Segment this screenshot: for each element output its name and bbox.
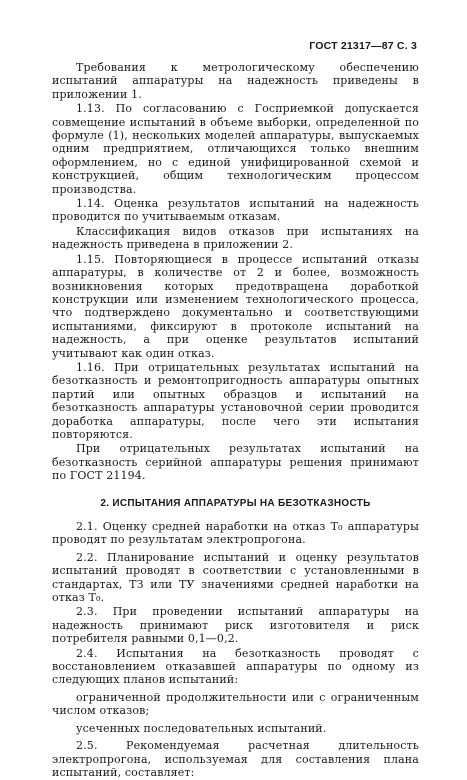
section-heading: 2. ИСПЫТАНИЯ АППАРАТУРЫ НА БЕЗОТКАЗНОСТЬ (100, 497, 371, 509)
paragraph-failure-classification: Классификация видов отказов при испытаниях на надежность приведена в приложении 2. (52, 224, 419, 252)
page-header: ГОСТ 21317—87 С. 3 (309, 40, 417, 52)
paragraph-1-13: 1.13. По согласованию с Госприемкой допускается совмещение испытаний в объеме выборки, определенной по формуле (1), нескольких моделей аппаратуры, выпускаемых одним предприятием, отличающихся только внешним оформлением, но с единой унифицированной схемой и конструкцией, общим технологическим процессом производства. (52, 102, 419, 196)
paragraph-plan-truncated-sequential: усеченных последовательных испытаний. (76, 721, 327, 735)
paragraph-2-3: 2.3. При проведении испытаний аппаратуры на надежность принимают риск изготовителя и риск потребителя равными 0,1—0,2. (52, 605, 419, 646)
paragraph-1-16: 1.16. При отрицательных результатах испытаний на безотказность и ремонтопригодность аппаратуры опытных партий или опытных образцов и испытаний на безотказность аппаратуры установочной серии проводится доработка аппаратуры, после чего эти испытания повторяются. (52, 360, 419, 441)
paragraph-2-2: 2.2. Планирование испытаний и оценку результатов испытаний проводят в соответствии с установленными в стандартах, ТЗ или ТУ значениями средней наработки на отказ T₀. (52, 550, 419, 605)
paragraph-metrology-reference: Требования к метрологическому обеспечению испытаний аппаратуры на надежность приведены в приложении 1. (52, 61, 419, 101)
paragraph-2-5: 2.5. Рекомендуемая расчетная длительность электропрогона, используемая для составления плана испытаний, составляет: (52, 739, 419, 779)
document-body (52, 61, 419, 780)
paragraph-plan-limited-duration: ограниченной продолжительности или с ограниченным числом отказов; (52, 690, 419, 718)
paragraph-1-15: 1.15. Повторяющиеся в процессе испытаний отказы аппаратуры, в количестве от 2 и более, возможность возникновения которых предотвращена доработкой конструкции или изменением технологического процесса, что подтверждено документально и соответствующими испытаниями, фиксируют в протоколе испытаний на надежность, а при оценке результатов испытаний учитывают как один отказ. (52, 252, 419, 360)
paragraph-serial-negative-results: При отрицательных результатах испытаний на безотказность серийной аппаратуры решения принимают по ГОСТ 21194. (52, 442, 419, 483)
paragraph-1-14: 1.14. Оценка результатов испытаний на надежность проводится по учитываемым отказам. (52, 197, 419, 224)
paragraph-2-1: 2.1. Оценку средней наработки на отказ T₀ аппаратуры проводят по результатам электропрогона. (52, 520, 419, 547)
paragraph-2-4: 2.4. Испытания на безотказность проводят с восстановлением отказавшей аппаратуры по одному из следующих планов испытаний: (52, 646, 419, 687)
